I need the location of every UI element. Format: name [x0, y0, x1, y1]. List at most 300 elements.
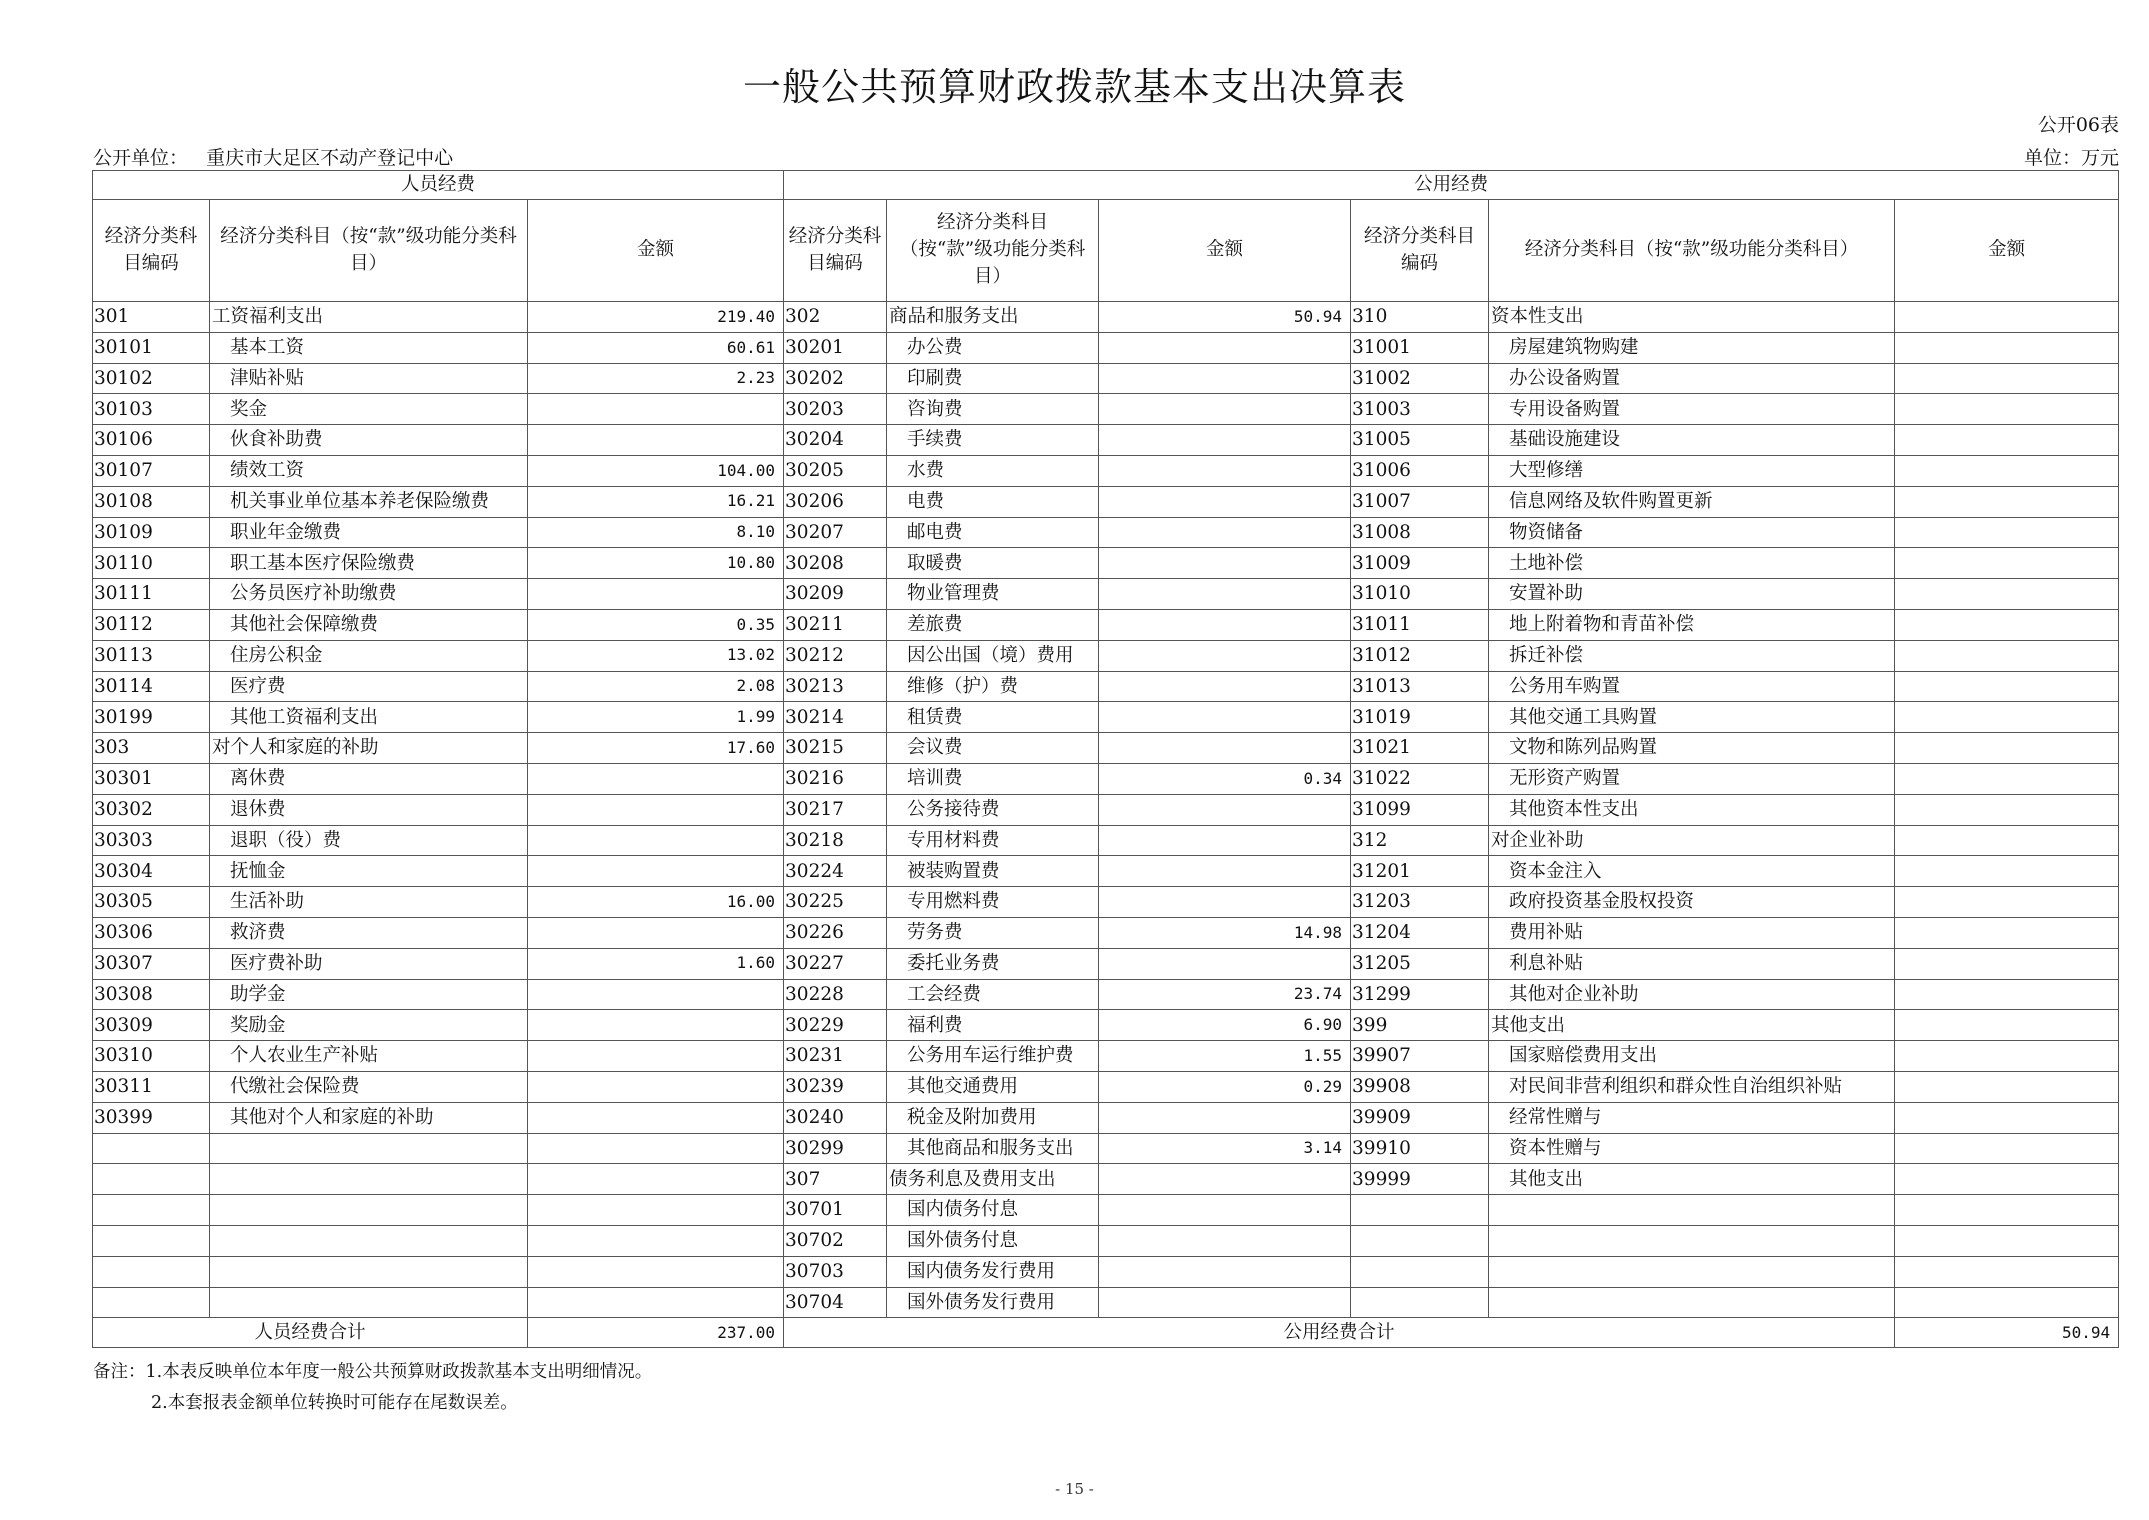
cell-amount: 1.60 [528, 948, 784, 979]
cell-amount [1099, 1102, 1351, 1133]
cell-name: 其他交通工具购置 [1489, 702, 1895, 733]
cell-name: 邮电费 [887, 517, 1099, 548]
cell-name: 无形资产购置 [1489, 763, 1895, 794]
cell-name [1489, 1256, 1895, 1287]
cell-code: 31022 [1351, 763, 1489, 794]
cell-code: 30226 [784, 917, 887, 948]
cell-code: 30202 [784, 363, 887, 394]
cell-name: 抚恤金 [210, 856, 528, 887]
cell-code: 31204 [1351, 917, 1489, 948]
cell-code: 31002 [1351, 363, 1489, 394]
cell-code: 30299 [784, 1133, 887, 1164]
cell-code: 30301 [93, 763, 210, 794]
cell-name: 印刷费 [887, 363, 1099, 394]
cell-amount [1895, 1287, 2119, 1318]
cell-code: 30111 [93, 579, 210, 610]
cell-amount [528, 1071, 784, 1102]
currency-unit: 单位：万元 [2023, 147, 2119, 169]
header-code: 经济分类科目编码 [93, 200, 210, 302]
cell-name: 物资储备 [1489, 517, 1895, 548]
cell-name: 咨询费 [887, 394, 1099, 425]
cell-code: 30209 [784, 579, 887, 610]
table-row [93, 825, 2119, 856]
cell-code: 30205 [784, 455, 887, 486]
personnel-total-amount: 237.00 [528, 1318, 784, 1348]
header-code: 经济分类科目编码 [784, 200, 887, 302]
header-amount: 金额 [1895, 200, 2119, 302]
cell-code: 31011 [1351, 609, 1489, 640]
cell-amount [1099, 1256, 1351, 1287]
cell-name: 医疗费 [210, 671, 528, 702]
cell-code [1351, 1195, 1489, 1226]
cell-amount [528, 1102, 784, 1133]
cell-name: 公务接待费 [887, 794, 1099, 825]
column-header-row [93, 200, 2119, 302]
cell-code [93, 1287, 210, 1318]
table-row [93, 1256, 2119, 1287]
page-number: - 15 - [1055, 1480, 1094, 1498]
table-row [93, 733, 2119, 764]
cell-code: 39907 [1351, 1041, 1489, 1072]
cell-code: 30310 [93, 1041, 210, 1072]
cell-amount [1099, 794, 1351, 825]
cell-amount: 2.08 [528, 671, 784, 702]
table-row [93, 640, 2119, 671]
cell-code: 30228 [784, 979, 887, 1010]
cell-name: 其他商品和服务支出 [887, 1133, 1099, 1164]
cell-code [93, 1164, 210, 1195]
cell-amount [1099, 394, 1351, 425]
cell-amount [1099, 1287, 1351, 1318]
cell-code: 303 [93, 733, 210, 764]
cell-amount [1895, 1071, 2119, 1102]
cell-name: 对民间非营利组织和群众性自治组织补贴 [1489, 1071, 1895, 1102]
cell-amount [1895, 671, 2119, 702]
cell-code: 30309 [93, 1010, 210, 1041]
cell-name: 债务利息及费用支出 [887, 1164, 1099, 1195]
cell-name: 土地补偿 [1489, 548, 1895, 579]
cell-amount [1895, 825, 2119, 856]
cell-name [1489, 1195, 1895, 1226]
cell-name: 奖励金 [210, 1010, 528, 1041]
reporting-unit [93, 143, 453, 170]
cell-code: 31005 [1351, 425, 1489, 456]
note-2: 2.本套报表金额单位转换时可能存在尾数误差。 [151, 1393, 518, 1413]
cell-name: 会议费 [887, 733, 1099, 764]
cell-code: 31203 [1351, 887, 1489, 918]
cell-name: 助学金 [210, 979, 528, 1010]
cell-name: 伙食补助费 [210, 425, 528, 456]
cell-amount: 17.60 [528, 733, 784, 764]
cell-code: 31009 [1351, 548, 1489, 579]
cell-name: 津贴补贴 [210, 363, 528, 394]
cell-amount: 0.34 [1099, 763, 1351, 794]
cell-code [93, 1225, 210, 1256]
cell-amount [528, 856, 784, 887]
cell-name: 经常性赠与 [1489, 1102, 1895, 1133]
cell-amount [1099, 1225, 1351, 1256]
table-row [93, 394, 2119, 425]
table-row [93, 302, 2119, 333]
table-row [93, 979, 2119, 1010]
cell-code: 30239 [784, 1071, 887, 1102]
cell-code: 30399 [93, 1102, 210, 1133]
cell-amount [528, 917, 784, 948]
cell-name: 绩效工资 [210, 455, 528, 486]
cell-code: 30207 [784, 517, 887, 548]
cell-amount [1895, 948, 2119, 979]
cell-amount [1895, 455, 2119, 486]
personnel-total-label: 人员经费合计 [93, 1318, 528, 1348]
cell-name: 电费 [887, 486, 1099, 517]
cell-code: 30225 [784, 887, 887, 918]
cell-amount [1895, 1010, 2119, 1041]
cell-amount: 0.35 [528, 609, 784, 640]
cell-name: 工会经费 [887, 979, 1099, 1010]
cell-name: 被装购置费 [887, 856, 1099, 887]
cell-code: 30212 [784, 640, 887, 671]
cell-amount [1099, 702, 1351, 733]
cell-amount [528, 425, 784, 456]
cell-name: 其他资本性支出 [1489, 794, 1895, 825]
cell-name: 专用设备购置 [1489, 394, 1895, 425]
cell-amount [528, 825, 784, 856]
cell-code: 30303 [93, 825, 210, 856]
cell-name: 生活补助 [210, 887, 528, 918]
cell-amount: 3.14 [1099, 1133, 1351, 1164]
cell-code: 30302 [93, 794, 210, 825]
cell-amount [1895, 1164, 2119, 1195]
cell-name: 利息补贴 [1489, 948, 1895, 979]
cell-code: 30304 [93, 856, 210, 887]
cell-code: 30308 [93, 979, 210, 1010]
cell-name: 办公设备购置 [1489, 363, 1895, 394]
cell-code: 30113 [93, 640, 210, 671]
cell-code: 302 [784, 302, 887, 333]
cell-amount: 14.98 [1099, 917, 1351, 948]
reporting-unit-label: 公开单位： [93, 147, 189, 169]
cell-code [1351, 1287, 1489, 1318]
table-row [93, 948, 2119, 979]
public-total-amount: 50.94 [1895, 1318, 2119, 1348]
table-row [93, 1287, 2119, 1318]
cell-amount [528, 1225, 784, 1256]
cell-name: 福利费 [887, 1010, 1099, 1041]
header-name: 经济分类科目（按“款”级功能分类科目） [887, 200, 1099, 302]
cell-code: 30103 [93, 394, 210, 425]
cell-name: 国内债务发行费用 [887, 1256, 1099, 1287]
cell-amount [528, 394, 784, 425]
table-row [93, 856, 2119, 887]
cell-name: 退职（役）费 [210, 825, 528, 856]
cell-code: 301 [93, 302, 210, 333]
cell-amount: 0.29 [1099, 1071, 1351, 1102]
cell-code: 30306 [93, 917, 210, 948]
note-1: 备注：1.本表反映单位本年度一般公共预算财政拨款基本支出明细情况。 [93, 1362, 653, 1382]
cell-name: 专用燃料费 [887, 887, 1099, 918]
cell-amount [1099, 579, 1351, 610]
cell-amount [1099, 733, 1351, 764]
cell-code: 30101 [93, 332, 210, 363]
cell-amount [528, 1041, 784, 1072]
cell-name [1489, 1287, 1895, 1318]
table-code: 公开06表 [2037, 114, 2119, 136]
cell-name: 公务用车运行维护费 [887, 1041, 1099, 1072]
cell-name [210, 1164, 528, 1195]
cell-amount: 16.21 [528, 486, 784, 517]
cell-amount [1895, 763, 2119, 794]
table-row [93, 1225, 2119, 1256]
cell-code [93, 1133, 210, 1164]
cell-name: 资本金注入 [1489, 856, 1895, 887]
cell-code: 30229 [784, 1010, 887, 1041]
cell-code: 31008 [1351, 517, 1489, 548]
table-row [93, 671, 2119, 702]
cell-code: 31006 [1351, 455, 1489, 486]
cell-amount [1099, 332, 1351, 363]
cell-name: 房屋建筑物购建 [1489, 332, 1895, 363]
cell-name: 差旅费 [887, 609, 1099, 640]
cell-amount [1895, 887, 2119, 918]
table-row [93, 1164, 2119, 1195]
cell-amount: 104.00 [528, 455, 784, 486]
cell-name: 培训费 [887, 763, 1099, 794]
cell-name: 机关事业单位基本养老保险缴费 [210, 486, 528, 517]
cell-name [210, 1287, 528, 1318]
cell-code: 39910 [1351, 1133, 1489, 1164]
cell-code: 30704 [784, 1287, 887, 1318]
cell-name: 对企业补助 [1489, 825, 1895, 856]
table-row [93, 1071, 2119, 1102]
table-row [93, 1010, 2119, 1041]
cell-name: 委托业务费 [887, 948, 1099, 979]
cell-amount [1099, 609, 1351, 640]
cell-name: 大型修缮 [1489, 455, 1895, 486]
cell-code: 307 [784, 1164, 887, 1195]
cell-code: 30224 [784, 856, 887, 887]
header-amount: 金额 [1099, 200, 1351, 302]
cell-name: 国家赔偿费用支出 [1489, 1041, 1895, 1072]
cell-code [1351, 1225, 1489, 1256]
cell-amount [1895, 979, 2119, 1010]
cell-code: 39908 [1351, 1071, 1489, 1102]
cell-amount [1895, 302, 2119, 333]
cell-amount [1895, 517, 2119, 548]
cell-amount: 60.61 [528, 332, 784, 363]
cell-amount: 2.23 [528, 363, 784, 394]
cell-code: 30305 [93, 887, 210, 918]
cell-name: 租赁费 [887, 702, 1099, 733]
cell-code: 39999 [1351, 1164, 1489, 1195]
cell-name: 国内债务付息 [887, 1195, 1099, 1226]
table-row [93, 609, 2119, 640]
cell-amount [1099, 363, 1351, 394]
cell-amount: 23.74 [1099, 979, 1351, 1010]
cell-name [210, 1256, 528, 1287]
cell-code: 30106 [93, 425, 210, 456]
cell-code: 31021 [1351, 733, 1489, 764]
cell-name: 维修（护）费 [887, 671, 1099, 702]
cell-name: 基础设施建设 [1489, 425, 1895, 456]
cell-amount [1895, 856, 2119, 887]
table-row [93, 1133, 2119, 1164]
cell-amount [1895, 1102, 2119, 1133]
cell-code: 31299 [1351, 979, 1489, 1010]
cell-name: 其他支出 [1489, 1164, 1895, 1195]
cell-name: 安置补助 [1489, 579, 1895, 610]
cell-amount [1099, 425, 1351, 456]
cell-name: 公务员医疗补助缴费 [210, 579, 528, 610]
cell-code: 312 [1351, 825, 1489, 856]
cell-name: 退休费 [210, 794, 528, 825]
table-row [93, 794, 2119, 825]
cell-code: 31010 [1351, 579, 1489, 610]
cell-code: 30211 [784, 609, 887, 640]
cell-name: 救济费 [210, 917, 528, 948]
cell-amount [528, 794, 784, 825]
cell-code: 39909 [1351, 1102, 1489, 1133]
cell-name: 住房公积金 [210, 640, 528, 671]
cell-name: 拆迁补偿 [1489, 640, 1895, 671]
cell-code: 30203 [784, 394, 887, 425]
cell-name: 职工基本医疗保险缴费 [210, 548, 528, 579]
cell-code: 30227 [784, 948, 887, 979]
cell-name: 费用补贴 [1489, 917, 1895, 948]
cell-name: 对个人和家庭的补助 [210, 733, 528, 764]
page-title: 一般公共预算财政拨款基本支出决算表 [742, 65, 1406, 109]
cell-amount [1099, 1195, 1351, 1226]
cell-name: 专用材料费 [887, 825, 1099, 856]
cell-name: 其他交通费用 [887, 1071, 1099, 1102]
cell-amount [1895, 640, 2119, 671]
cell-name: 资本性支出 [1489, 302, 1895, 333]
cell-code: 30208 [784, 548, 887, 579]
cell-amount [1895, 579, 2119, 610]
cell-name: 地上附着物和青苗补偿 [1489, 609, 1895, 640]
cell-code: 30218 [784, 825, 887, 856]
cell-code: 30701 [784, 1195, 887, 1226]
cell-code: 30114 [93, 671, 210, 702]
header-code: 经济分类科目编码 [1351, 200, 1489, 302]
table-row [93, 702, 2119, 733]
cell-amount [1895, 1256, 2119, 1287]
cell-code: 30102 [93, 363, 210, 394]
cell-name: 因公出国（境）费用 [887, 640, 1099, 671]
cell-code: 30240 [784, 1102, 887, 1133]
cell-code: 31019 [1351, 702, 1489, 733]
cell-name: 国外债务付息 [887, 1225, 1099, 1256]
cell-amount [1099, 640, 1351, 671]
cell-amount [528, 979, 784, 1010]
cell-name: 其他支出 [1489, 1010, 1895, 1041]
cell-amount [1895, 486, 2119, 517]
cell-code: 31003 [1351, 394, 1489, 425]
cell-amount [1895, 1225, 2119, 1256]
cell-code: 30107 [93, 455, 210, 486]
cell-amount [528, 1164, 784, 1195]
cell-name [210, 1133, 528, 1164]
table-row [93, 579, 2119, 610]
cell-name: 资本性赠与 [1489, 1133, 1895, 1164]
cell-amount [1895, 1195, 2119, 1226]
cell-code: 31012 [1351, 640, 1489, 671]
cell-amount [1895, 548, 2119, 579]
cell-name: 商品和服务支出 [887, 302, 1099, 333]
cell-name: 其他对企业补助 [1489, 979, 1895, 1010]
cell-code: 30231 [784, 1041, 887, 1072]
reporting-unit-name: 重庆市大足区不动产登记中心 [206, 147, 454, 169]
cell-code: 31007 [1351, 486, 1489, 517]
table-row [93, 486, 2119, 517]
cell-amount [1099, 671, 1351, 702]
cell-code [1351, 1256, 1489, 1287]
table-row [93, 455, 2119, 486]
cell-name: 基本工资 [210, 332, 528, 363]
cell-amount: 16.00 [528, 887, 784, 918]
cell-code: 310 [1351, 302, 1489, 333]
cell-amount [528, 1256, 784, 1287]
cell-code: 30703 [784, 1256, 887, 1287]
table-row [93, 1195, 2119, 1226]
table-row [93, 548, 2119, 579]
table-row [93, 887, 2119, 918]
cell-amount [1099, 486, 1351, 517]
cell-code [93, 1256, 210, 1287]
cell-code: 30213 [784, 671, 887, 702]
cell-amount [1895, 394, 2119, 425]
cell-amount [1895, 332, 2119, 363]
cell-amount [1895, 609, 2119, 640]
cell-code: 30206 [784, 486, 887, 517]
cell-name: 其他工资福利支出 [210, 702, 528, 733]
cell-code: 30199 [93, 702, 210, 733]
table-row [93, 763, 2119, 794]
table-row [93, 917, 2119, 948]
header-name: 经济分类科目（按“款”级功能分类科目） [1489, 200, 1895, 302]
cell-name: 文物和陈列品购置 [1489, 733, 1895, 764]
cell-name: 劳务费 [887, 917, 1099, 948]
cell-name: 其他社会保障缴费 [210, 609, 528, 640]
cell-amount [1099, 856, 1351, 887]
table-row [93, 363, 2119, 394]
cell-code: 30108 [93, 486, 210, 517]
cell-name: 办公费 [887, 332, 1099, 363]
cell-code: 30112 [93, 609, 210, 640]
cell-code: 30204 [784, 425, 887, 456]
total-row [93, 1318, 2119, 1348]
cell-amount [1895, 702, 2119, 733]
cell-name: 医疗费补助 [210, 948, 528, 979]
cell-name: 个人农业生产补贴 [210, 1041, 528, 1072]
cell-name: 奖金 [210, 394, 528, 425]
header-name: 经济分类科目（按“款”级功能分类科目） [210, 200, 528, 302]
cell-code: 30307 [93, 948, 210, 979]
cell-name [1489, 1225, 1895, 1256]
group-header-row [93, 171, 2119, 200]
notes [93, 1357, 652, 1419]
cell-amount: 10.80 [528, 548, 784, 579]
cell-amount [1895, 1133, 2119, 1164]
cell-code: 31001 [1351, 332, 1489, 363]
cell-code: 30217 [784, 794, 887, 825]
cell-name: 政府投资基金股权投资 [1489, 887, 1895, 918]
cell-amount [1895, 917, 2119, 948]
cell-name: 取暖费 [887, 548, 1099, 579]
cell-amount [528, 1133, 784, 1164]
cell-code: 30214 [784, 702, 887, 733]
group-public: 公用经费 [784, 171, 2119, 200]
cell-name: 税金及附加费用 [887, 1102, 1099, 1133]
